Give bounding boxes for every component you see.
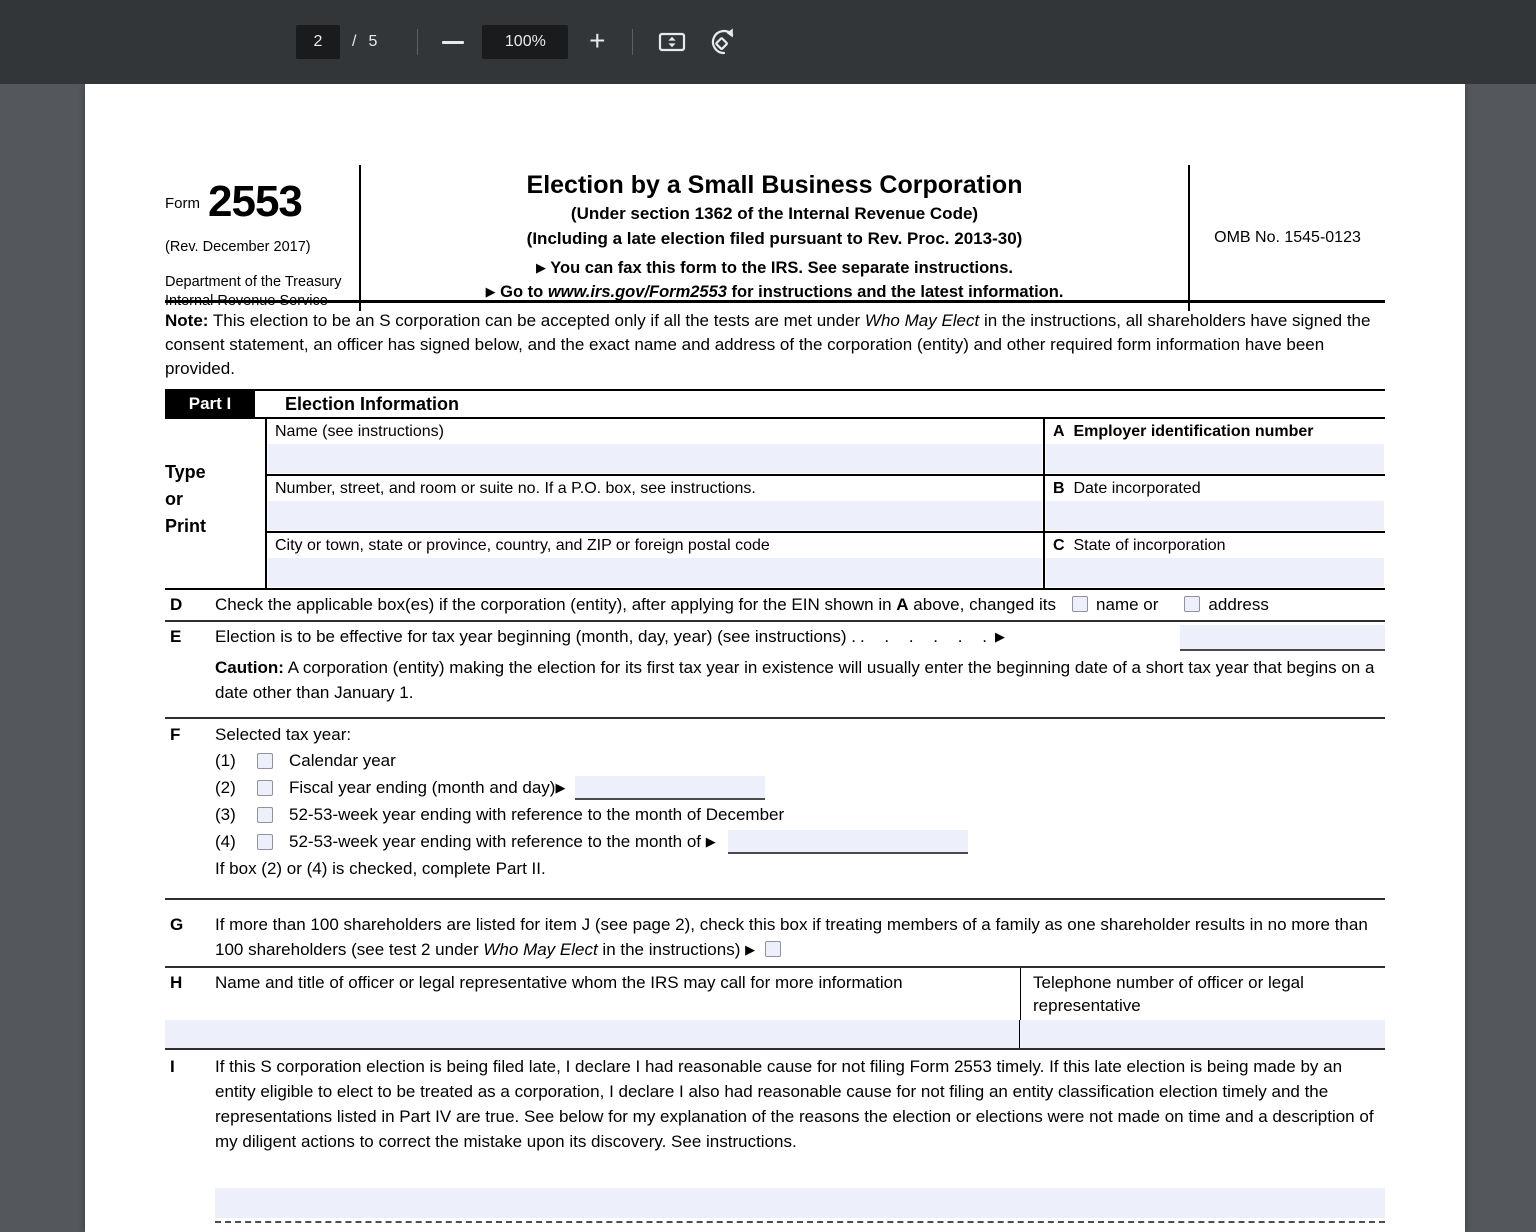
line-g-italic: Who May Elect bbox=[483, 940, 598, 959]
street-cell bbox=[265, 476, 1045, 533]
name-change-label: name or bbox=[1096, 595, 1159, 614]
arrow-icon: ▶ bbox=[535, 260, 546, 275]
part1-badge: Part I bbox=[165, 391, 255, 417]
option-label: 52-53-week year ending with reference to the month of December bbox=[289, 805, 785, 824]
item-letter: A bbox=[1053, 423, 1065, 440]
street-input[interactable] bbox=[268, 501, 1042, 530]
line-f-footer: If box (2) or (4) is checked, complete Part II. bbox=[215, 859, 546, 878]
date-incorporated-cell bbox=[1045, 476, 1385, 533]
department-line2: Internal Revenue Service bbox=[165, 293, 328, 309]
goto-pre: Go to bbox=[495, 283, 548, 301]
address-change-checkbox[interactable] bbox=[1184, 596, 1200, 612]
note-text: This election to be an S corporation can be accepted only if all the tests are met under bbox=[208, 311, 865, 330]
pdf-toolbar bbox=[0, 0, 1536, 84]
fiscal-year-checkbox[interactable] bbox=[257, 780, 273, 796]
name-change-checkbox[interactable] bbox=[1072, 596, 1088, 612]
arrow-icon: ▶ bbox=[745, 942, 756, 957]
name-input[interactable] bbox=[268, 444, 1042, 473]
form-word: Form bbox=[165, 195, 200, 212]
form-title: Election by a Small Business Corporation bbox=[526, 171, 1023, 199]
state-incorporation-cell bbox=[1045, 533, 1385, 588]
option-number: (4) bbox=[215, 832, 236, 851]
officer-phone-label: Telephone number of officer or legal representative bbox=[1020, 968, 1385, 1020]
week52-53-month-input[interactable] bbox=[728, 830, 968, 854]
form-subtitle1: (Under section 1362 of the Internal Revenue Code) bbox=[570, 204, 979, 223]
city-label: City or town, state or province, country, and ZIP or foreign postal code bbox=[275, 537, 770, 554]
line-i bbox=[165, 1050, 1385, 1158]
line-d-text: Check the applicable box(es) if the corporation (entity), after applying for the EIN shown in A above, changed its name or address bbox=[215, 595, 1269, 614]
ein-cell bbox=[1045, 419, 1385, 476]
form-header-center bbox=[361, 165, 1188, 311]
note-text: in the instructions, all shareholders have signed the consent statement, an officer has signed below, and the exact name and address of the corporation (entity) and other required form information have been provided. bbox=[165, 311, 1371, 378]
part1-title: Election Information bbox=[285, 393, 460, 414]
line-f-label: Selected tax year: bbox=[215, 725, 352, 744]
zoom-in-button[interactable] bbox=[580, 25, 614, 59]
form-note bbox=[165, 303, 1385, 391]
entity-info-table bbox=[165, 419, 1385, 590]
tax-year-option-4 bbox=[215, 828, 1385, 855]
arrow-icon: ▶ bbox=[485, 284, 496, 299]
line-e-text-row bbox=[215, 624, 1385, 652]
form-2553 bbox=[165, 165, 1385, 1232]
option-number: (3) bbox=[215, 805, 236, 824]
week52-53-december-checkbox[interactable] bbox=[257, 807, 273, 823]
fiscal-year-ending-input[interactable] bbox=[575, 776, 765, 800]
zoom-level-value: 100% bbox=[504, 33, 546, 50]
item-letter: C bbox=[1053, 537, 1065, 554]
city-input[interactable] bbox=[268, 558, 1042, 587]
line-g-letter: G bbox=[170, 915, 184, 934]
state-incorporation-input[interactable] bbox=[1046, 558, 1384, 587]
plus-icon: + bbox=[589, 24, 606, 56]
city-cell bbox=[265, 533, 1045, 588]
form-subtitle2: (Including a late election filed pursuant to Rev. Proc. 2013-30) bbox=[526, 229, 1023, 248]
pdf-page bbox=[85, 84, 1465, 1232]
week52-53-other-checkbox[interactable] bbox=[257, 834, 273, 850]
page-number-value: 2 bbox=[313, 33, 323, 50]
option-number: (1) bbox=[215, 751, 236, 770]
toolbar-divider bbox=[632, 29, 633, 55]
zoom-out-button[interactable] bbox=[436, 25, 470, 59]
officer-name-label: Name and title of officer or legal representative whom the IRS may call for more information bbox=[215, 973, 903, 992]
date-incorporated-input[interactable] bbox=[1046, 501, 1384, 530]
line-f-letter: F bbox=[170, 725, 181, 744]
line-f bbox=[165, 719, 1385, 900]
line-d-letter: D bbox=[170, 595, 183, 614]
dot-leader: . . . . . . bbox=[859, 627, 987, 646]
toolbar-divider bbox=[417, 29, 418, 55]
item-letter: B bbox=[1053, 480, 1065, 497]
form-header bbox=[165, 165, 1385, 309]
note-italic: Who May Elect bbox=[864, 311, 980, 330]
minus-icon bbox=[442, 41, 464, 44]
line-g bbox=[165, 900, 1385, 968]
family-treatment-checkbox[interactable] bbox=[765, 941, 781, 957]
option-label: Calendar year bbox=[289, 751, 396, 770]
ein-label: Employer identification number bbox=[1073, 423, 1314, 440]
part1-header bbox=[165, 391, 1385, 419]
page-separator: / bbox=[352, 33, 357, 50]
tax-year-option-1 bbox=[215, 747, 1385, 774]
form-number: 2553 bbox=[208, 177, 302, 226]
zoom-level-input[interactable] bbox=[482, 25, 568, 59]
ein-input[interactable] bbox=[1046, 444, 1384, 473]
line-g-text: If more than 100 shareholders are listed for item J (see page 2), check this box if treating members of a family as one shareholder results in no more than 100 shareholders (see test 2 under Who May Elect in the instructions) ▶ bbox=[215, 915, 1368, 959]
irs-url: www.irs.gov/Form2553 bbox=[547, 283, 727, 301]
toolbar-controls bbox=[296, 0, 741, 84]
officer-name-input[interactable] bbox=[165, 1020, 1020, 1048]
line-h-letter: H bbox=[170, 973, 183, 992]
rotate-button[interactable] bbox=[707, 25, 741, 59]
form-header-right bbox=[1188, 165, 1385, 311]
line-h-inputs bbox=[165, 1020, 1385, 1048]
goto-post: for instructions and the latest information. bbox=[726, 283, 1064, 301]
fit-to-page-button[interactable] bbox=[655, 25, 689, 59]
option-label: 52-53-week year ending with reference to the month of bbox=[289, 832, 702, 851]
arrow-icon: ▶ bbox=[555, 780, 566, 795]
option-number: (2) bbox=[215, 778, 236, 797]
calendar-year-checkbox[interactable] bbox=[257, 753, 273, 769]
omb-number: OMB No. 1545-0123 bbox=[1214, 229, 1361, 246]
tax-year-option-3 bbox=[215, 801, 1385, 828]
state-incorporation-label: State of incorporation bbox=[1073, 537, 1226, 554]
tax-year-option-2 bbox=[215, 774, 1385, 801]
late-election-explanation-input[interactable] bbox=[215, 1188, 1385, 1218]
date-incorporated-label: Date incorporated bbox=[1073, 480, 1201, 497]
name-label: Name (see instructions) bbox=[275, 423, 444, 440]
page-total: 5 bbox=[368, 33, 378, 50]
dashed-divider bbox=[215, 1221, 1385, 1223]
street-label: Number, street, and room or suite no. If a P.O. box, see instructions. bbox=[275, 480, 756, 497]
form-header-left bbox=[165, 165, 361, 311]
line-i-text: If this S corporation election is being filed late, I declare I had reasonable cause for not filing Form 2553 timely. If this late election is being made by an entity eligible to elect to be treated as a corporation, I declare I also had reasonable cause for not filing an entity classification election timely and the representations listed in Part IV are true. See below for my explanation of the reasons the election or elections were not made on time and a description of my diligent actions to correct the mistake upon its discovery. See instructions. bbox=[215, 1057, 1374, 1151]
option-label: Fiscal year ending (month and day) bbox=[289, 778, 556, 797]
note-label: Note: bbox=[165, 311, 209, 330]
line-e-letter: E bbox=[170, 627, 182, 646]
line-i-letter: I bbox=[170, 1057, 175, 1076]
arrow-icon: ▶ bbox=[994, 629, 1005, 644]
effective-date-input[interactable] bbox=[1180, 625, 1385, 651]
line-d bbox=[165, 590, 1385, 622]
arrow-icon: ▶ bbox=[705, 834, 716, 849]
line-h bbox=[165, 968, 1385, 1050]
line-e-text: Election is to be effective for tax year beginning (month, day, year) (see instructions) . bbox=[215, 627, 856, 646]
type-or-print-label: Type or Print bbox=[165, 462, 207, 536]
fit-to-page-icon bbox=[657, 29, 687, 55]
officer-phone-input[interactable] bbox=[1020, 1020, 1385, 1048]
fax-instruction: You can fax this form to the IRS. See separate instructions. bbox=[545, 259, 1013, 277]
page-number-input[interactable] bbox=[296, 25, 340, 59]
line-e bbox=[165, 622, 1385, 719]
form-revision: (Rev. December 2017) bbox=[165, 239, 311, 255]
department-line1: Department of the Treasury bbox=[165, 274, 342, 290]
name-cell bbox=[265, 419, 1045, 476]
line-e-caution: Caution: A corporation (entity) making the election for its first tax year in existence will usually enter the beginning date of a short tax year that begins on a date other than January 1. bbox=[215, 658, 1375, 702]
address-change-label: address bbox=[1208, 595, 1269, 614]
rotate-counterclockwise-icon bbox=[709, 27, 739, 57]
